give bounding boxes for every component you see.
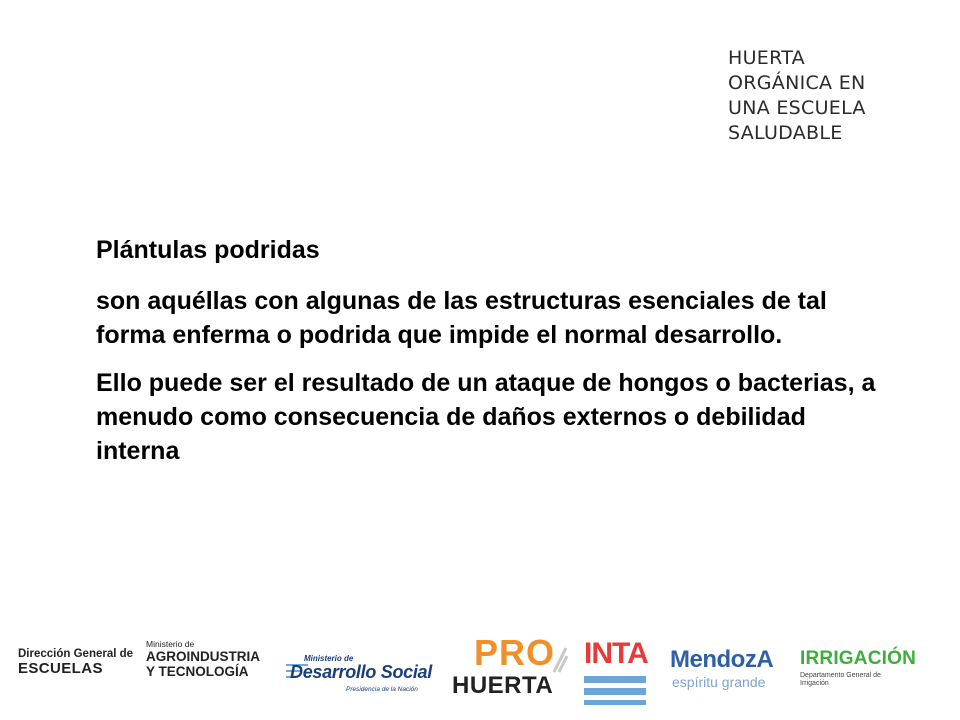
sprout-icon [552,644,568,674]
inta-band [584,700,646,705]
inta-logo [584,638,646,706]
mendoza-logo [668,634,788,704]
irrigacion-subtitle: Departamento General de Irrigación [800,672,881,687]
project-title-line: UNA ESCUELA [728,97,866,119]
inta-band [584,676,646,683]
definition-paragraph: son aquéllas con algunas de las estructuras esenciales de tal forma enferma o podrida que impide el normal desarrollo. [96,287,827,349]
cause-paragraph: Ello puede ser el resultado de un ataque de hongos o bacterias, a menudo como consecuencia de daños externos o debilidad interna [96,369,876,465]
project-title-line: HUERTA [728,47,805,69]
prohuerta-logo [448,632,568,716]
slide-body [96,234,886,482]
irrigacion-text: IRRIGACIÓN [800,648,916,669]
inta-band [584,688,646,695]
agro-logo-line1: Ministerio de [146,639,195,649]
mds-logo-line2: Desarrollo Social [290,662,432,682]
sponsor-logos-bar [0,628,960,720]
inta-text: INTA [584,637,648,670]
prohuerta-pro-text: PRO [474,632,556,673]
prohuerta-huerta-text: HUERTA [452,672,554,699]
mds-logo-line3: Presidencia de la Nación [346,686,418,693]
project-title-line: SALUDABLE [728,122,843,144]
irrigacion-logo [800,648,950,702]
mds-logo-line1: Ministerio de [304,654,354,663]
slide-heading: Plántulas podridas [96,236,320,264]
dge-logo-line1: Dirección General de [18,648,134,660]
agroindustria-logo [146,640,260,679]
agro-logo-line2: AGROINDUSTRIA [146,649,260,664]
mendoza-text: MendozA [670,646,774,673]
project-title [728,46,948,146]
agro-logo-line3: Y TECNOLOGÍA [146,664,249,679]
desarrollo-social-logo [286,650,436,710]
dge-logo-line2: ESCUELAS [18,660,103,677]
dge-logo [18,648,133,677]
project-title-line: ORGÁNICA EN [728,72,866,94]
mendoza-slogan: espíritu grande [672,674,766,690]
